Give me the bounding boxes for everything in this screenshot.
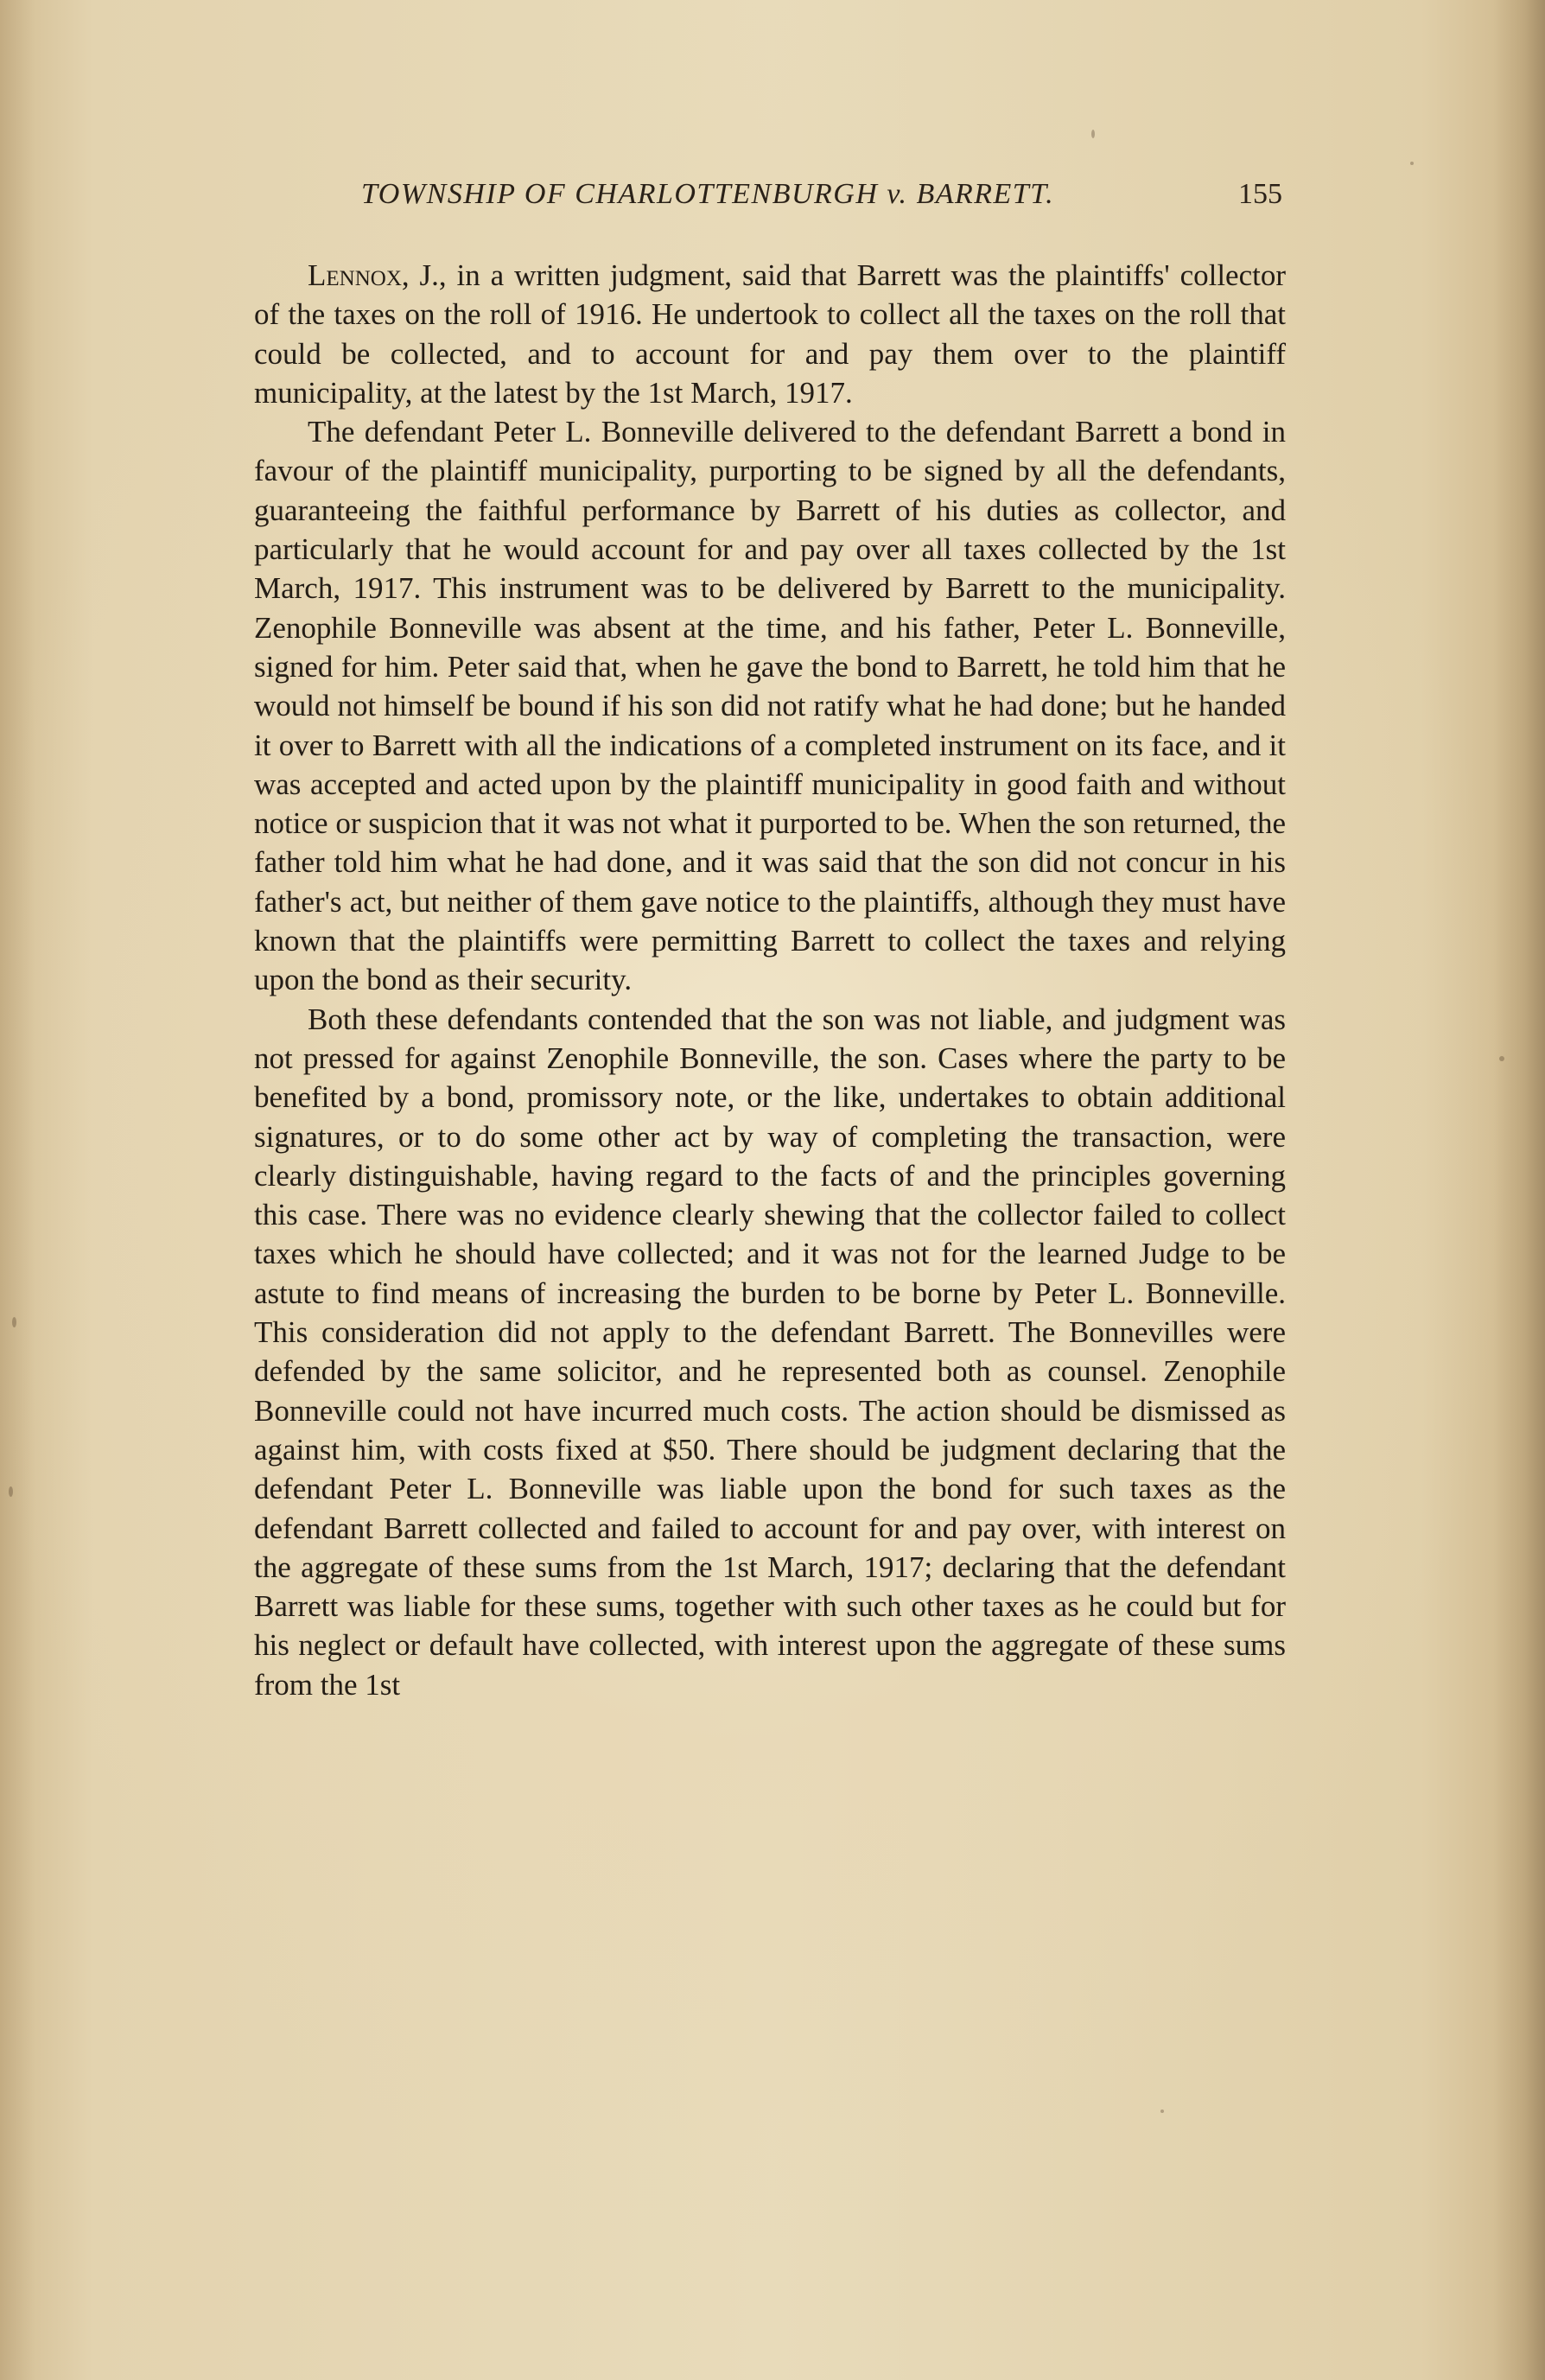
running-head-title: TOWNSHIP OF CHARLOTTENBURGH v. BARRETT. bbox=[361, 178, 1055, 210]
paragraph-3: Both these defendants contended that the son was not liable, and judgment was not pressed for against Zenophile Bonneville, the son. Cases where the party to be benefited by a bond, promissory note, or the like, undertakes to obtain additional signatures, or to do some other act by way of completing the transaction, were clearly distinguishable, having regard to the facts of and the principles governing this case. There was no evidence clearly shewing that the collector failed to collect taxes which he should have collected; and it was not for the learned Judge to be astute to find means of increasing the burden to be borne by Peter L. Bonneville. This consideration did not apply to the defendant Barrett. The Bonnevilles were defended by the same solicitor, and he represented both as counsel. Zenophile Bonneville could not have incurred much costs. The action should be dismissed as against him, with costs fixed at $50. There should be judgment declaring that the defendant Peter L. Bonneville was liable upon the bond for such taxes as the defendant Barrett collected and failed to account for and pay over, with interest on the aggregate of these sums from the 1st March, 1917; declaring that the defendant Barrett was liable for these sums, together with such other taxes as he could but for his neglect or default have collected, with interest upon the aggregate of these sums from the 1st bbox=[254, 1002, 1286, 1702]
running-head bbox=[254, 178, 1282, 223]
body-text bbox=[254, 256, 1286, 1704]
paragraph-2: The defendant Peter L. Bonneville delivered to the defendant Barrett a bond in favour of the plaintiff municipality, purporting to be signed by all the defendants, guaranteeing the faithful performance by Barrett of his duties as collector, and particularly that he would account for and pay over all taxes collected by the 1st March, 1917. This instrument was to be delivered by Barrett to the municipality. Zenophile Bonneville was absent at the time, and his father, Peter L. Bonneville, signed for him. Peter said that, when he gave the bond to Barrett, he told him that he would not himself be bound if his son did not ratify what he had done; but he handed it over to Barrett with all the indications of a completed instrument on its face, and it was accepted and acted upon by the plaintiff municipality in good faith and without notice or suspicion that it was not what it purported to be. When the son returned, the father told him what he had done, and it was said that the son did not concur in his father's act, but neither of them gave notice to the plaintiffs, although they must have known that the plaintiffs were permitting Barrett to collect the taxes and relying upon the bond as their security. bbox=[254, 415, 1286, 997]
paragraph-1-text: , J., in a written judgment, said that Barrett was the plaintiffs' collector of the taxes on the roll of 1916. He undertook to collect all the taxes on the roll that could be collected, and to account for and pay them over to the plaintiff municipality, at the latest by the 1st March, 1917. bbox=[254, 258, 1286, 410]
page-edge-shadow-left bbox=[0, 0, 35, 2380]
judge-name: Lennox bbox=[308, 258, 402, 292]
page-number: 155 bbox=[1238, 178, 1282, 210]
paragraph-1 bbox=[254, 256, 1286, 412]
page-edge-shadow-right bbox=[1493, 0, 1545, 2380]
